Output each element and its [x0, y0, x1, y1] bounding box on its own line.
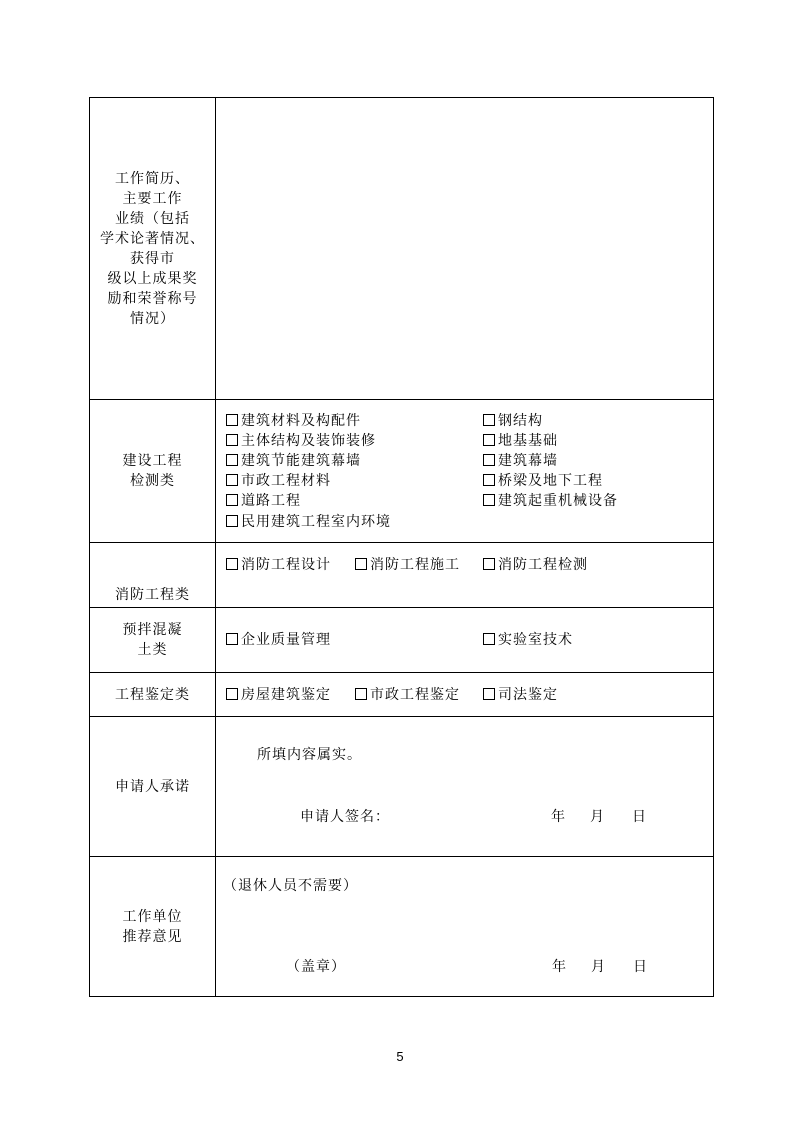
testing-option-checkbox[interactable] [226, 431, 376, 451]
checkbox-square-icon [226, 688, 238, 700]
resume-label-line: 励和荣誉称号 [107, 290, 198, 307]
checkbox-square-icon [355, 688, 367, 700]
checkbox-square-icon [483, 474, 495, 486]
concrete-option-checkbox[interactable] [226, 630, 331, 650]
resume-label-line: 级以上成果奖 [107, 270, 198, 287]
fire-option-checkbox[interactable] [226, 555, 331, 575]
checkbox-square-icon [226, 474, 238, 486]
checkbox-square-icon [226, 414, 238, 426]
testing-option-checkbox[interactable] [226, 411, 361, 431]
resume-label-line: 情况） [130, 310, 175, 327]
testing-option-checkbox[interactable] [483, 491, 618, 511]
option-label: 房屋建筑鉴定 [241, 687, 331, 703]
testing-option-checkbox[interactable] [226, 471, 331, 491]
page-number: 5 [396, 1049, 404, 1064]
employer-date-month: 月 [591, 959, 605, 975]
resume-label [90, 98, 215, 399]
checkbox-square-icon [483, 688, 495, 700]
option-label: 桥梁及地下工程 [498, 473, 603, 489]
pledge-date-year: 年 [551, 809, 565, 825]
option-label: 司法鉴定 [498, 687, 558, 703]
employer-label-line: 工作单位 [122, 908, 183, 925]
checkbox-square-icon [226, 434, 238, 446]
appraisal-label [90, 673, 215, 716]
pledge-label [90, 717, 215, 856]
option-label: 消防工程施工 [370, 557, 460, 573]
concrete-label-line: 土类 [137, 642, 168, 658]
testing-option-checkbox[interactable] [226, 451, 361, 471]
resume-label-line: 学术论著情况、 [100, 230, 205, 247]
employer-label-line: 推荐意见 [122, 928, 183, 945]
option-label: 建筑节能建筑幕墙 [241, 453, 361, 469]
option-label: 民用建筑工程室内环境 [241, 514, 391, 530]
option-label: 地基基础 [498, 433, 558, 449]
testing-option-checkbox[interactable] [483, 431, 558, 451]
concrete-label-line: 预拌混凝 [122, 622, 183, 638]
option-label: 消防工程设计 [241, 557, 331, 573]
applicant-signature-field[interactable] [395, 805, 535, 827]
concrete-label [90, 608, 215, 672]
fire-label-text: 消防工程类 [115, 587, 190, 603]
option-label: 消防工程检测 [498, 557, 588, 573]
testing-label-line: 检测类 [130, 473, 175, 489]
fire-label [90, 543, 215, 607]
resume-label-line: 获得市 [130, 250, 175, 267]
resume-label-line: 主要工作 [122, 190, 183, 207]
appraisal-label-text: 工程鉴定类 [115, 686, 190, 703]
testing-option-checkbox[interactable] [483, 411, 543, 431]
pledge-date-month: 月 [590, 809, 604, 825]
option-label: 实验室技术 [498, 632, 573, 648]
option-label: 道路工程 [241, 493, 301, 509]
checkbox-square-icon [226, 558, 238, 570]
testing-label [90, 400, 215, 542]
employer-label [90, 857, 215, 996]
pledge-date-day: 日 [632, 809, 646, 825]
option-label: 主体结构及装饰装修 [241, 433, 376, 449]
checkbox-square-icon [226, 494, 238, 506]
appraisal-option-checkbox[interactable] [483, 685, 558, 705]
resume-input-area[interactable] [216, 98, 713, 399]
fire-option-checkbox[interactable] [483, 555, 588, 575]
checkbox-square-icon [355, 558, 367, 570]
applicant-signature-label: 申请人签名： [300, 809, 390, 825]
testing-option-checkbox[interactable] [483, 471, 603, 491]
checkbox-square-icon [226, 454, 238, 466]
checkbox-square-icon [226, 515, 238, 527]
option-label: 企业质量管理 [241, 632, 331, 648]
checkbox-square-icon [483, 414, 495, 426]
employer-date-year: 年 [552, 959, 566, 975]
retiree-note: （退休人员不需要） [223, 878, 358, 894]
appraisal-option-checkbox[interactable] [226, 685, 331, 705]
option-label: 市政工程鉴定 [370, 687, 460, 703]
checkbox-square-icon [226, 633, 238, 645]
appraisal-option-checkbox[interactable] [355, 685, 460, 705]
resume-label-line: 业绩（包括 [115, 210, 190, 227]
checkbox-square-icon [483, 454, 495, 466]
seal-label: （盖章） [286, 959, 346, 975]
employer-date-day: 日 [633, 959, 647, 975]
checkbox-square-icon [483, 494, 495, 506]
testing-option-checkbox[interactable] [226, 512, 391, 532]
option-label: 建筑材料及构配件 [241, 413, 361, 429]
testing-option-checkbox[interactable] [483, 451, 558, 471]
application-form-table [89, 97, 714, 997]
checkbox-square-icon [483, 434, 495, 446]
checkbox-square-icon [483, 558, 495, 570]
resume-label-line: 工作简历、 [115, 170, 190, 187]
pledge-label-text: 申请人承诺 [115, 778, 190, 795]
testing-label-line: 建设工程 [122, 453, 183, 469]
checkbox-square-icon [483, 633, 495, 645]
concrete-option-checkbox[interactable] [483, 630, 573, 650]
option-label: 市政工程材料 [241, 473, 331, 489]
testing-option-checkbox[interactable] [226, 491, 301, 511]
option-label: 建筑幕墙 [498, 453, 558, 469]
option-label: 钢结构 [498, 413, 543, 429]
pledge-statement: 所填内容属实。 [257, 747, 362, 763]
option-label: 建筑起重机械设备 [498, 493, 618, 509]
fire-option-checkbox[interactable] [355, 555, 460, 575]
